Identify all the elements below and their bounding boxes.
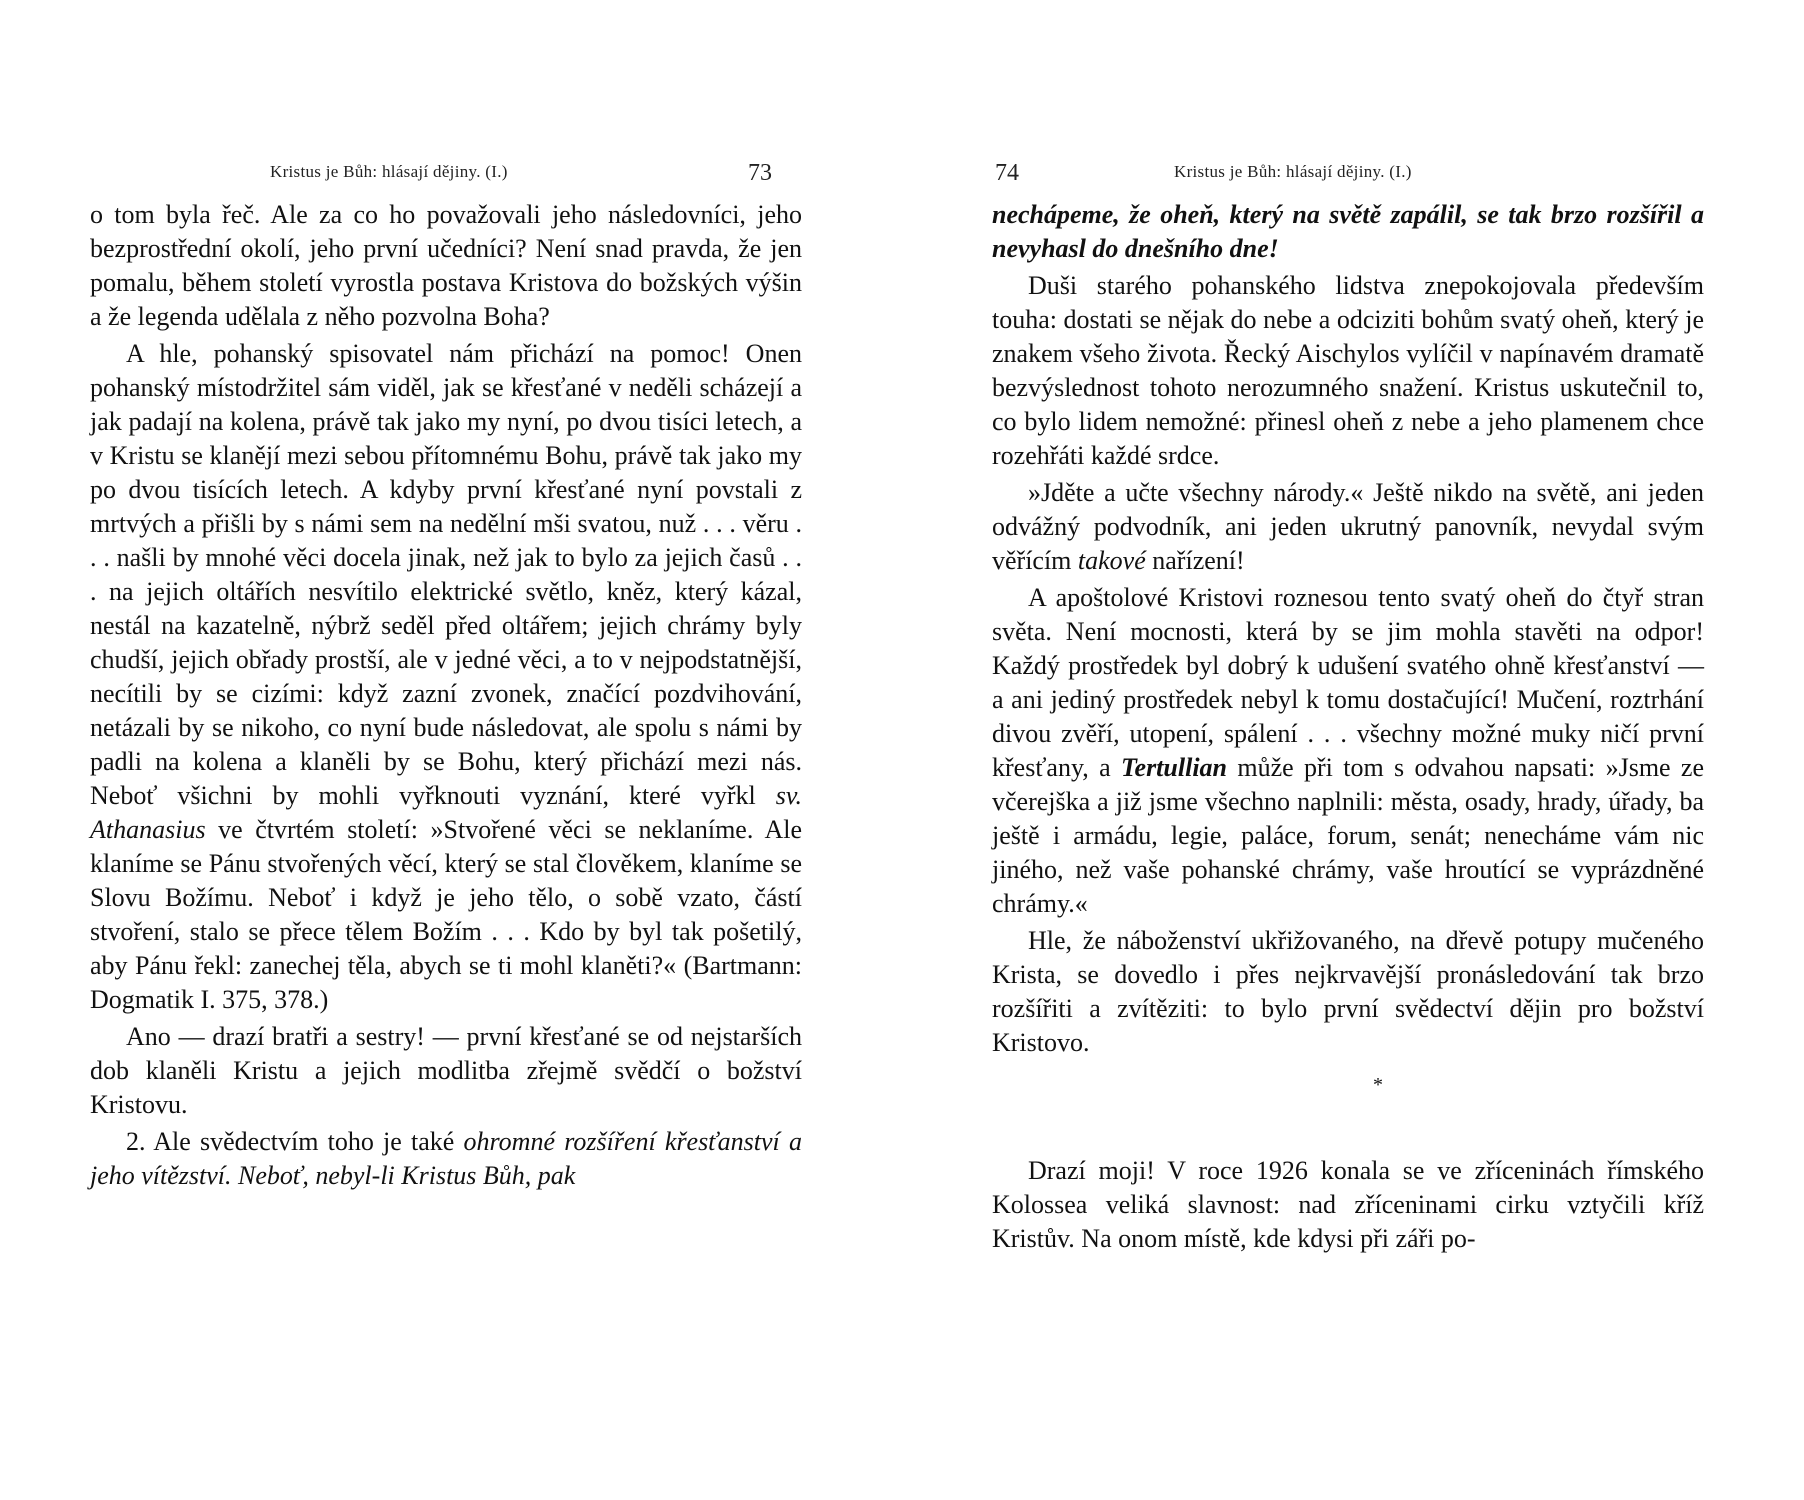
paragraph — [992, 581, 1704, 921]
italic-name: sv. Athanasius — [90, 781, 802, 844]
text-block — [90, 198, 802, 1193]
page-number: 73 — [748, 160, 772, 186]
paragraph: Drazí moji! V roce 1926 konala se ve zříceninách římského Kolossea veliká slavnost: nad zříceninami cirku vztyčili kříž Kristův. Na onom místě, kde kdysi při záři po- — [992, 1156, 1704, 1253]
paragraph-text: A hle, pohanský spisovatel nám přichází na pomoc! Onen pohanský místodržitel sám viděl, jak se křesťané v neděli scházejí a jak padají na kolena, právě tak jako my nyní, po dvou tisíci letech, a v Kristu se klanějí mezi sebou přítomnému Bohu, právě tak jako my po dvou tisících letech. A kdyby první křesťané nyní povstali z mrtvých a přišli by s námi sem na nedělní mši svatou, nuž . . . věru . . . našli by mnohé věci docela jinak, než jak to bylo za jejich časů . . . na jejich oltářích nesvítilo elektrické světlo, kněz, který kázal, nestál na kazatelně, nýbrž seděl před oltářem; jejich chrámy byly chudší, jejich obřady prostší, ale v jedné věci, a to v nejpodstatnější, necítili by se cizími: když zazní zvonek, značící pozdvihování, netázali by se nikoho, co nyní bude následovat, ale spolu s námi by padli na kolena a klaněli by se Bohu, který přichází mezi nás. Neboť všichni by mohli vyřknouti vyznání, které vyřkl — [90, 339, 802, 810]
paragraph-text: ve čtvrtém století: »Stvořené věci se neklaníme. Ale klaníme se Pánu stvořených věcí, který se stal člověkem, klaníme se Slovu Božímu. Neboť i když je jeho tělo, o sobě vzato, částí stvoření, stalo se přece tělem Božím . . . Kdo by byl tak pošetilý, aby Pánu řekl: zanechej těla, abych se ti mohl klaněti?« (Bartmann: Dogmatik I. 375, 378.) — [90, 815, 803, 1014]
running-head: Kristus je Bůh: hlásají dějiny. (I.) — [1174, 162, 1412, 181]
paragraph: nechápeme, že oheň, který na světě zapálil, se tak brzo rozšířil a nevyhasl do dnešního dne! — [992, 200, 1704, 263]
section-separator: * — [1373, 1074, 1383, 1096]
italic-name: Tertullian — [1121, 753, 1227, 782]
paragraph-text: 2. Ale svědectvím toho je také — [126, 1127, 455, 1156]
text-block — [992, 198, 1704, 1256]
running-head: Kristus je Bůh: hlásají dějiny. (I.) — [270, 162, 508, 181]
right-page — [902, 0, 1804, 1500]
paragraph: Ano — drazí bratři a sestry! — první křesťané se od nejstarších dob klaněli Kristu a jejich modlitba zřejmě svědčí o božství Kristovu. — [90, 1022, 802, 1119]
page-number: 74 — [995, 160, 1019, 186]
paragraph: Hle, že náboženství ukřižovaného, na dřevě potupy mučeného Krista, se dovedlo i přes nejkrvavější pronásledování tak brzo rozšířiti a zvítěziti: to bylo první svědectví dějin pro božství Kristovo. — [992, 926, 1704, 1057]
paragraph — [90, 337, 802, 1017]
paragraph-text: může při tom s odvahou napsati: »Jsme ze včerejška a již jsme všechno naplnili: města, osady, hrady, úřady, ba ještě i armádu, legie, paláce, forum, senát; nenecháme vám nic jiného, než vaše pohanské chrámy, vaše hroutící se vyprázdněné chrámy.« — [992, 753, 1705, 918]
paragraph: Duši starého pohanského lidstva znepokojovala především touha: dostati se nějak do nebe a odciziti bohům svatý oheň, který je znakem všeho života. Řecký Aischylos vylíčil v napínavém dramatě bezvýslednost tohoto nerozumného snažení. Kristus uskutečnil to, co bylo lidem nemožné: přinesl oheň z nebe a jeho plamenem chce rozehřáti každé srdce. — [992, 271, 1704, 470]
paragraph — [992, 476, 1704, 578]
italic-text: ohromné rozšíření křesťanství a jeho vítězství. Neboť, nebyl-li Kristus Bůh, pak — [90, 1127, 802, 1190]
paragraph-text: nařízení! — [1152, 546, 1245, 575]
paragraph: o tom byla řeč. Ale za co ho považovali jeho následovníci, jeho bezprostřední okolí, jeho první učedníci? Není snad pravda, že jen pomalu, během století vyrostla postava Kristova do božských výšin a že legenda udělala z něho pozvolna Boha? — [90, 200, 802, 331]
paragraph-text: A apoštolové Kristovi roznesou tento svatý oheň do čtyř stran světa. Není mocnosti, která by se jim mohla stavěti na odpor! Každý prostředek byl dobrý k udušení svatého ohně křesťanství — a ani jediný prostředek nebyl k tomu dostačující! Mučení, roztrhání divou zvěří, utopení, spálení . . . všechny možné muky ničí první křesťany, a — [992, 583, 1704, 782]
paragraph-text: »Jděte a učte všechny národy.« Ještě nikdo na světě, ani jeden odvážný podvodník, ani jeden ukrutný panovník, nevydal svým věřícím — [992, 478, 1704, 575]
paragraph — [90, 1125, 802, 1193]
italic-word: takové — [1077, 546, 1146, 575]
